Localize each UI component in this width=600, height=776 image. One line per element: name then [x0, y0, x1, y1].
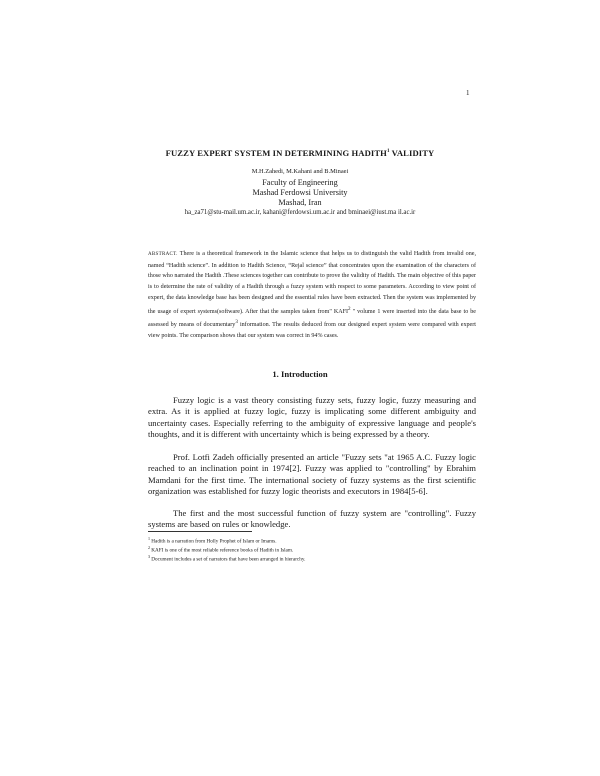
footnote-divider	[148, 531, 252, 532]
paper-title	[0, 148, 600, 158]
affiliation-university: Mashad Ferdowsi University	[252, 188, 348, 197]
authors: M.H.Zahedi, M.Kahani and B.Minaei	[251, 168, 349, 175]
affiliation-faculty: Faculty of Engineering	[262, 178, 338, 187]
footnote-mark: 2	[148, 545, 150, 550]
footnote-text: KAFI is one of the most reliable reference books of Hadith in Islam.	[151, 547, 294, 554]
body-paragraph: Fuzzy logic is a vast theory consisting fuzzy sets, fuzzy logic, fuzzy measuring and extra. As it is applied at fuzzy logic, fuzzy is implicating some different ambiguity and uncertainty cases. Especially referring to the ambiguity of expressive language and people's thoughts, and it is different with uncertainty which is being expressed by a theory.	[148, 395, 476, 440]
abstract-text-end: information. The results deduced from our designed expert system were compared with expert view points. The comparison shows that our system was correct in 94% cases.	[148, 322, 476, 339]
abstract-text: There is a theoretical framework in the Islamic science that helps us to distinguish the valid Hadith from invalid one, named “Hadith science”. In addition to Hadith Science, “Rejal science” that concentrates upon the examination of the characters of those who narrated the Hadith .These sciences together can contribute to prove the validity of Hadith. The main objective of this paper is to determine the rate of validity of a Hadith through a fuzzy system with respect to some parameters. According to view point of expert, the data knowledge base has been designed and the essential rules have been extracted. Then the system was implemented by the usage of expert systems(software). After that the samples taken from" KAFI	[148, 251, 476, 315]
body-paragraph: The first and the most successful function of fuzzy system are "controlling". Fuzzy systems are based on rules or knowledge.	[148, 508, 476, 530]
footnote-text: Hadith is a narration from Holly Prophet of Islam or Imams.	[151, 538, 277, 545]
affiliation-city: Mashad, Iran	[278, 198, 322, 207]
footnote-mark: 3	[148, 554, 150, 559]
abstract-footnote-mark-3: 3	[235, 319, 238, 326]
title-text: FUZZY EXPERT SYSTEM IN DETERMINING HADITH	[165, 148, 387, 158]
page-number: 1	[466, 89, 470, 97]
footnote	[148, 554, 476, 563]
author-emails: ha_za71@stu-mail.um.ac.ir, kahani@ferdowsi.um.ac.ir and bminaei@iust.ma il.ac.ir	[184, 209, 416, 216]
abstract-label: ABSTRACT.	[148, 252, 178, 257]
abstract-text-mid: " volume 1 were inserted into the data base to be assessed by means of documentary	[148, 308, 476, 329]
footnote-mark: 1	[148, 536, 150, 541]
abstract-footnote-mark-2: 2	[348, 305, 351, 312]
title-footnote-mark: 1	[386, 149, 390, 155]
abstract	[148, 249, 476, 342]
body-paragraph: Prof. Lotfi Zadeh officially presented an article "Fuzzy sets "at 1965 A.C. Fuzzy logic reached to an inclination point in 1974[2]. Fuzzy was applied to "controlling" by Ebrahim Mamdani for the first time. The international society of fuzzy systems as the first scientific organization was established for fuzzy logic theorists and executors in 1984[5-6].	[148, 452, 476, 497]
section-heading: 1. Introduction	[272, 369, 328, 379]
title-text-end: VALIDITY	[389, 148, 435, 158]
footnote	[148, 545, 476, 554]
footnote-text: Document includes a set of narrators that have been arranged in hierarchy.	[151, 556, 306, 563]
footnote	[148, 536, 476, 545]
